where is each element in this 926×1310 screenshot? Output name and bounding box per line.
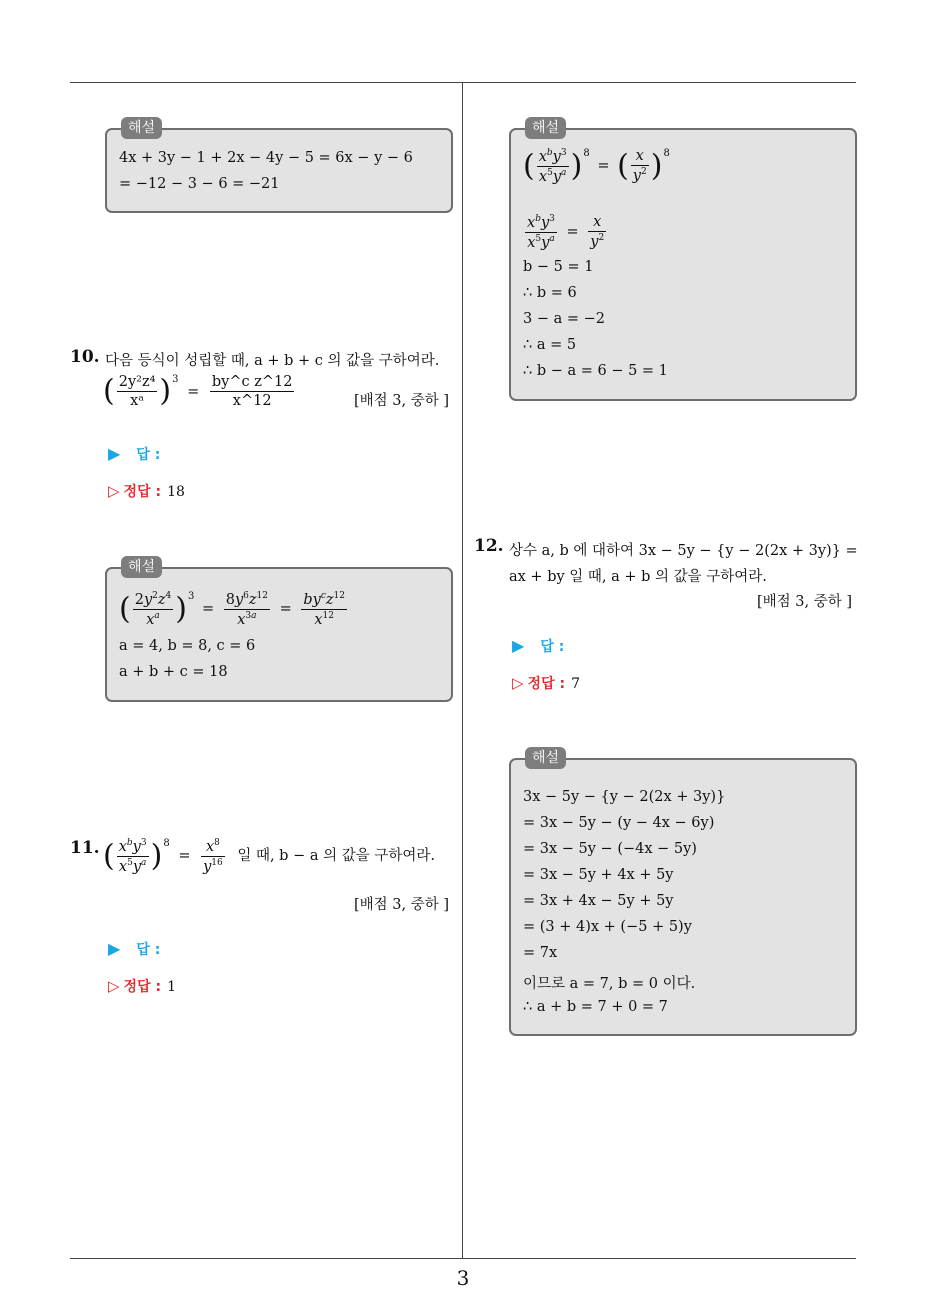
- correct-label: 정답 :: [123, 484, 162, 500]
- question-number: 10.: [70, 347, 100, 367]
- q9-solution-box: [105, 120, 453, 213]
- play-arrow-icon: ▶: [512, 636, 525, 655]
- solution-line: b − 5 = 1: [523, 259, 594, 275]
- solution-line: = 3x − 5y − (y − 4x − 6y): [523, 815, 715, 831]
- eq-rhs-numerator: by^c z^12: [211, 374, 293, 390]
- answer-label: 답 :: [136, 942, 161, 958]
- solution-line: = 3x + 4x − 5y + 5y: [523, 893, 674, 909]
- solution-line: = (3 + 4)x + (−5 + 5)y: [523, 919, 692, 935]
- page-number: 3: [456, 1266, 470, 1290]
- solution-line: ∴ a = 5: [523, 337, 577, 353]
- solution-tag: 해설: [121, 556, 162, 578]
- score-label: [배점 3, 중하 ]: [354, 897, 450, 913]
- question-text: ax + by 일 때, a + b 의 값을 구하여라.: [509, 569, 767, 585]
- bottom-rule: [70, 1258, 856, 1259]
- correct-answer-row: [108, 481, 185, 501]
- correct-label: 정답 :: [123, 979, 162, 995]
- question-equation: ( $\frac{\text{2y²z⁴}}{\text{xᵃ}}$ )$^3$ = $\frac{\text{by\textasciicircum{}c z\textasciicircum{}12}}{x\^{}12}$: [103, 373, 293, 409]
- correct-value: 18: [167, 484, 185, 500]
- q12-solution-box: [509, 750, 857, 1036]
- solution-line: a = 4, b = 8, c = 6: [119, 638, 256, 654]
- top-rule: [70, 82, 856, 83]
- score-label: [배점 3, 중하 ]: [354, 393, 450, 409]
- solution-equation: $\frac{x^by^3}{x^5y^a}$ = $\frac{x}{y^2}$: [527, 214, 605, 251]
- question-equation: ( $\frac{x^by^3}{x^5y^a}$ )$^8$ = $\frac{x^8}{y^{16}}$ 일 때, b − a 의 값을 구하여라.: [103, 838, 435, 875]
- solution-line: 3x − 5y − {y − 2(2x + 3y)}: [523, 789, 726, 805]
- solution-tag: 해설: [121, 117, 162, 139]
- question-text: 다음 등식이 성립할 때, a + b + c 의 값을 구하여라.: [105, 353, 440, 369]
- play-arrow-icon: ▶: [108, 444, 121, 463]
- correct-value: 7: [571, 676, 580, 692]
- outline-arrow-icon: ▷: [108, 482, 120, 500]
- solution-line: = 3x − 5y + 4x + 5y: [523, 867, 674, 883]
- question-text: 일 때, b − a 의 값을 구하여라.: [237, 848, 435, 865]
- question-number: 11.: [70, 838, 100, 858]
- q10-solution-box: [105, 559, 453, 702]
- correct-value: 1: [167, 979, 176, 995]
- solution-line: 3 − a = −2: [523, 311, 605, 327]
- answer-row[interactable]: [512, 636, 564, 656]
- solution-equation: ( $\frac{x^by^3}{x^5y^a}$ )$^8$ = ( $\frac{x}{y^2}$ )$^8$: [523, 148, 670, 185]
- eq-lhs-exponent: 3: [172, 373, 179, 385]
- solution-line: a + b + c = 18: [119, 664, 228, 680]
- solution-equation: ( $\frac{2y^2z^4}{x^a}$ )$^3$ = $\frac{8y^6z^{12}}{x^{3a}}$ = $\frac{by^cz^{12}}{x^{12}}$: [119, 591, 345, 628]
- outline-arrow-icon: ▷: [512, 674, 524, 692]
- score-label: [배점 3, 중하 ]: [757, 594, 853, 610]
- answer-label: 답 :: [136, 447, 161, 463]
- solution-line: = 7x: [523, 945, 558, 961]
- answer-row[interactable]: [108, 444, 160, 464]
- eq-rhs-denominator: x^12: [232, 393, 272, 409]
- eq-lhs-numerator: 2y²z⁴: [118, 374, 156, 390]
- solution-line: = 3x − 5y − (−4x − 5y): [523, 841, 697, 857]
- correct-answer-row: [108, 976, 176, 996]
- eq-lhs-denominator: xᵃ: [130, 393, 144, 409]
- solution-line: ∴ b − a = 6 − 5 = 1: [523, 363, 668, 379]
- solution-line: ∴ b = 6: [523, 285, 577, 301]
- solution-line: 이므로 a = 7, b = 0 이다.: [523, 976, 696, 992]
- solution-line: 4x + 3y − 1 + 2x − 4y − 5 = 6x − y − 6: [119, 150, 413, 166]
- correct-label: 정답 :: [527, 676, 566, 692]
- q11-solution-box: [509, 120, 857, 401]
- answer-label: 답 :: [540, 639, 565, 655]
- correct-answer-row: [512, 673, 580, 693]
- solution-tag: 해설: [525, 117, 566, 139]
- answer-row[interactable]: [108, 939, 160, 959]
- outline-arrow-icon: ▷: [108, 977, 120, 995]
- solution-line: = −12 − 3 − 6 = −21: [119, 176, 280, 192]
- solution-tag: 해설: [525, 747, 566, 769]
- column-divider: [462, 83, 463, 1259]
- play-arrow-icon: ▶: [108, 939, 121, 958]
- question-text: 상수 a, b 에 대하여 3x − 5y − {y − 2(2x + 3y)} =: [509, 543, 858, 559]
- solution-line: ∴ a + b = 7 + 0 = 7: [523, 999, 668, 1015]
- question-number: 12.: [474, 536, 504, 556]
